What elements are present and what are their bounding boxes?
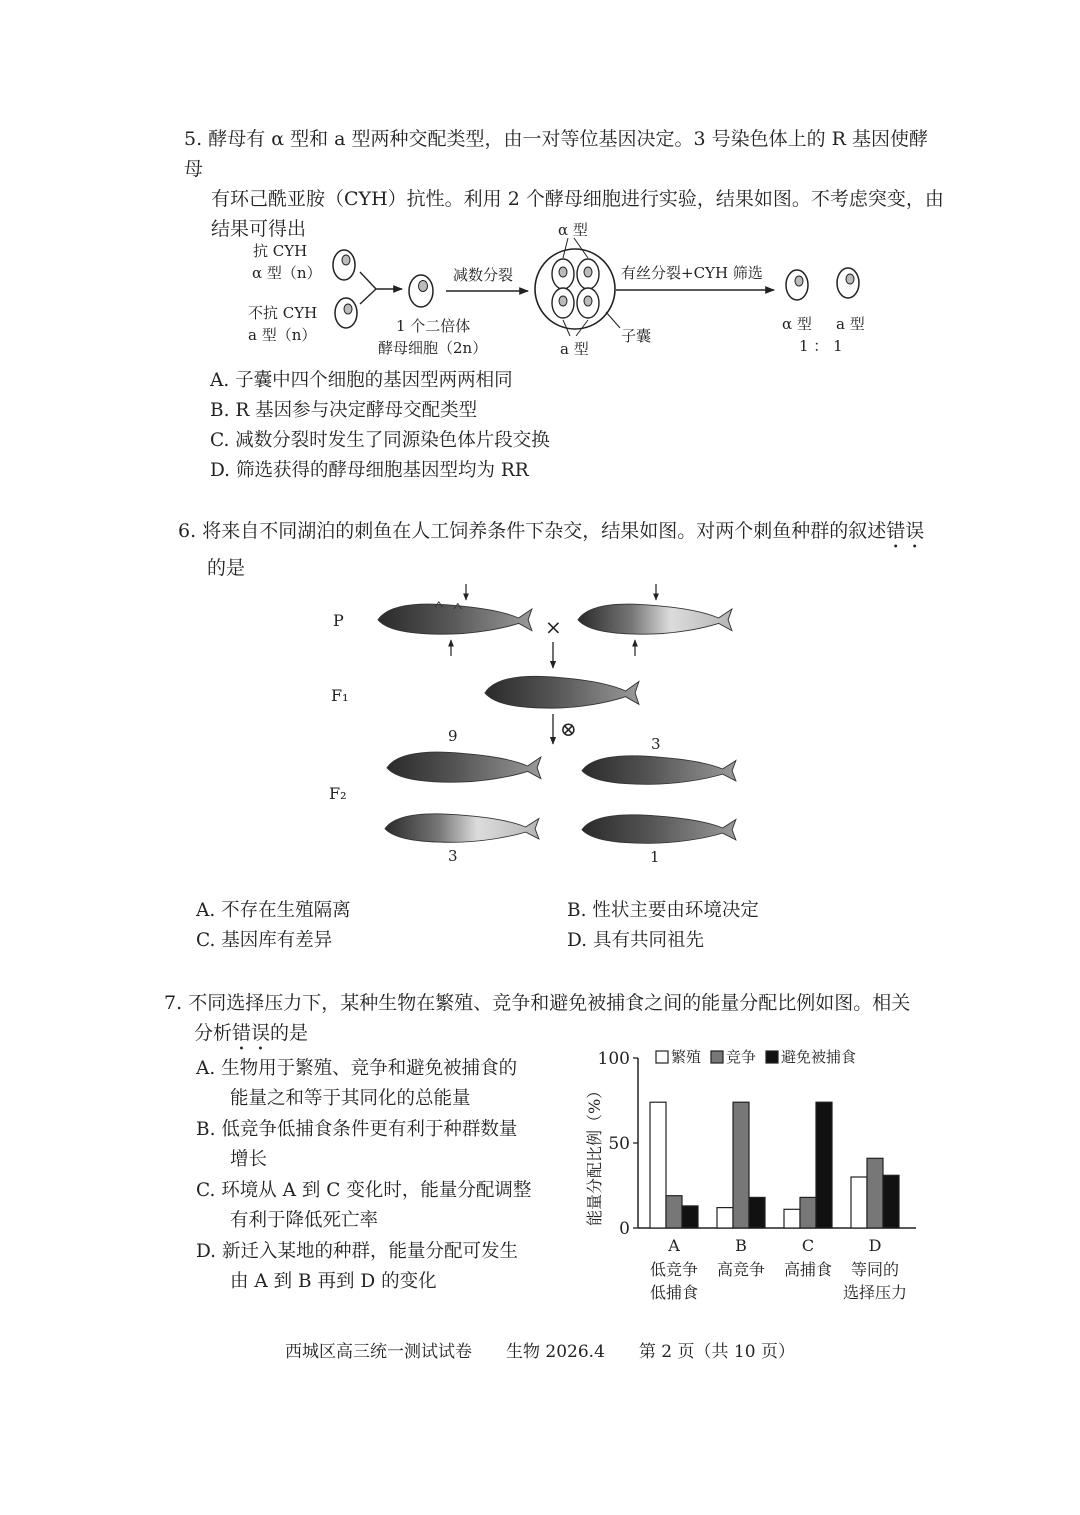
category-sublabel: 选择压力	[842, 1283, 908, 1302]
option-text: 子囊中四个细胞的基因型两两相同	[235, 370, 513, 391]
q5-option-d[interactable]	[210, 456, 529, 486]
bar-B-1	[733, 1102, 749, 1228]
label-a-n: a 型（n）	[248, 326, 317, 344]
q5-option-b[interactable]	[210, 396, 477, 426]
label-resist-cyh: 抗 CYH	[253, 242, 308, 260]
bar-B-0	[717, 1208, 733, 1228]
q7-number: 7.	[164, 992, 183, 1014]
q6-number: 6.	[178, 520, 197, 542]
diploid-cell	[409, 275, 433, 307]
self-cross-sign: ⊗	[560, 717, 577, 741]
option-key: C.	[196, 1180, 216, 1201]
q7-emphasis: 错误	[232, 1022, 271, 1044]
q7-option-b[interactable]	[196, 1115, 517, 1175]
count-3-bottom: 3	[448, 847, 458, 865]
bar-C-2	[816, 1102, 832, 1228]
fish-p-left	[378, 602, 532, 634]
count-3-top: 3	[651, 735, 661, 753]
option-text: 不存在生殖隔离	[221, 900, 351, 921]
option-text: 新迁入某地的种群，能量分配可发生	[221, 1241, 518, 1262]
label-ratio: 1 ： 1	[799, 337, 843, 355]
result-alpha-cell	[786, 270, 808, 300]
option-text: 具有共同祖先	[592, 930, 704, 951]
option-key: A.	[196, 900, 216, 921]
option-key: D.	[567, 930, 588, 951]
y-tick-label: 100	[597, 1049, 630, 1069]
fish-p-right	[578, 604, 732, 634]
q6-line1: 将来自不同湖泊的刺鱼在人工饲养条件下杂交，结果如图。对两个刺鱼种群的叙述	[202, 520, 887, 542]
q6-stem	[178, 516, 938, 583]
y-tick-label: 0	[619, 1219, 630, 1239]
fish-f1	[485, 676, 639, 708]
q5-line3: 结果可得出	[211, 218, 307, 240]
label-mitosis-screen: 有丝分裂+CYH 筛选	[621, 264, 763, 282]
option-key: B.	[196, 1119, 216, 1140]
q6-line2: 的是	[207, 557, 246, 579]
category-sublabel: 高竞争	[716, 1260, 766, 1279]
bar-D-0	[851, 1177, 867, 1228]
bar-D-1	[867, 1158, 883, 1228]
bar-A-1	[666, 1196, 682, 1228]
q7-option-d[interactable]	[196, 1237, 518, 1297]
option-text: 生物用于繁殖、竞争和避免被捕食的	[221, 1058, 518, 1079]
q6-option-d[interactable]	[567, 926, 704, 956]
bar-C-0	[784, 1209, 800, 1228]
label-diploid-2: 酵母细胞（2n）	[378, 339, 488, 357]
category-sublabel: 等同的	[850, 1260, 900, 1279]
legend-swatch-0	[656, 1051, 668, 1063]
option-text: R 基因参与决定酵母交配类型	[235, 400, 478, 421]
option-key: B.	[210, 400, 230, 421]
legend-swatch-1	[711, 1051, 723, 1063]
label-meiosis: 减数分裂	[453, 266, 514, 284]
option-text: 基因库有差异	[221, 930, 333, 951]
q5-diagram-graphics	[0, 0, 1080, 400]
bar-B-2	[749, 1197, 765, 1228]
haploid-alpha-cell	[333, 250, 355, 280]
q7-line2-pre: 分析	[194, 1022, 233, 1044]
q5-option-a[interactable]	[210, 366, 513, 396]
label-p: P	[333, 611, 344, 630]
label-result-a: a 型	[836, 315, 865, 333]
option-text-cont: 能量之和等于其同化的总能量	[230, 1088, 471, 1109]
q6-option-b[interactable]	[567, 896, 759, 926]
label-result-alpha: α 型	[782, 315, 812, 333]
label-a-type-bottom: a 型	[560, 340, 589, 358]
option-text-cont: 有利于降低死亡率	[230, 1210, 379, 1231]
category-label: A	[668, 1236, 680, 1255]
bar-A-2	[682, 1206, 698, 1228]
bar-A-0	[650, 1102, 666, 1228]
bar-D-2	[883, 1175, 899, 1228]
category-sublabel: 高捕食	[783, 1260, 833, 1279]
option-text: 减数分裂时发生了同源染色体片段交换	[235, 430, 550, 451]
q5-line1: 酵母有 α 型和 a 型两种交配类型，由一对等位基因决定。3 号染色体上的 R 基因使酵母	[184, 128, 929, 180]
q6-emphasis: 错误	[886, 520, 925, 542]
option-text: 筛选获得的酵母细胞基因型均为 RR	[235, 460, 529, 481]
fish-f2-bottom-left	[385, 814, 539, 842]
q6-option-a[interactable]	[196, 896, 351, 926]
legend-label-0: 繁殖	[671, 1048, 702, 1066]
fusion-lines	[360, 272, 402, 304]
label-nonresist-cyh: 不抗 CYH	[248, 304, 318, 322]
fish-f2-top-right	[582, 756, 736, 784]
fish-f2-bottom-right	[582, 815, 736, 843]
energy-allocation-chart	[580, 1040, 940, 1310]
category-label: C	[801, 1236, 815, 1255]
label-diploid-1: 1 个二倍体	[396, 317, 471, 335]
y-axis-label: 能量分配比例（%）	[585, 1082, 604, 1226]
category-label: B	[735, 1236, 747, 1255]
option-key: B.	[567, 900, 587, 921]
q6-option-c[interactable]	[196, 926, 332, 956]
q7-option-a[interactable]	[196, 1054, 517, 1114]
option-key: C.	[210, 430, 230, 451]
q7-line1: 不同选择压力下，某种生物在繁殖、竞争和避免被捕食之间的能量分配比例如图。相关	[188, 992, 911, 1014]
legend-label-2: 避免被捕食	[781, 1048, 857, 1066]
ascus-icon	[535, 238, 620, 336]
option-key: D.	[196, 1241, 217, 1262]
option-text: 性状主要由环境决定	[592, 900, 759, 921]
q5-option-c[interactable]	[210, 426, 550, 456]
label-f2: F₂	[329, 784, 347, 803]
category-sublabel: 低竞争	[649, 1260, 699, 1279]
label-f1: F₁	[331, 686, 349, 705]
option-key: A.	[210, 370, 230, 391]
option-text: 低竞争低捕食条件更有利于种群数量	[221, 1119, 518, 1140]
result-a-cell	[837, 268, 859, 298]
category-label: D	[868, 1236, 882, 1255]
option-text-cont: 增长	[230, 1149, 268, 1170]
label-alpha-type-top: α 型	[558, 221, 588, 239]
option-key: C.	[196, 930, 216, 951]
legend-label-1: 竞争	[726, 1048, 757, 1066]
q6-fish-graphics	[0, 580, 1080, 850]
label-ascus: 子囊	[621, 327, 652, 345]
label-alpha-n: α 型（n）	[252, 264, 322, 282]
cross-sign: ×	[545, 615, 562, 639]
q7-option-c[interactable]	[196, 1176, 531, 1236]
count-9: 9	[448, 727, 458, 745]
q5-line2: 有环己酰亚胺（CYH）抗性。利用 2 个酵母细胞进行实验，结果如图。不考虑突变，由	[211, 188, 944, 210]
bar-C-1	[800, 1197, 816, 1228]
fish-f2-top-left	[387, 752, 541, 782]
y-tick-label: 50	[608, 1134, 630, 1154]
count-1: 1	[650, 848, 660, 866]
option-key: D.	[210, 460, 231, 481]
category-sublabel: 低捕食	[649, 1283, 699, 1302]
option-text: 环境从 A 到 C 变化时，能量分配调整	[221, 1180, 532, 1201]
option-key: A.	[196, 1058, 216, 1079]
option-text-cont: 由 A 到 B 再到 D 的变化	[230, 1271, 437, 1292]
legend-swatch-2	[766, 1051, 778, 1063]
haploid-a-cell	[335, 298, 357, 328]
q7-line2-post: 的是	[270, 1022, 309, 1044]
page-footer: 西城区高三统一测试试卷 生物 2026.4 第 2 页（共 10 页）	[285, 1342, 795, 1362]
q5-number: 5.	[184, 128, 203, 150]
